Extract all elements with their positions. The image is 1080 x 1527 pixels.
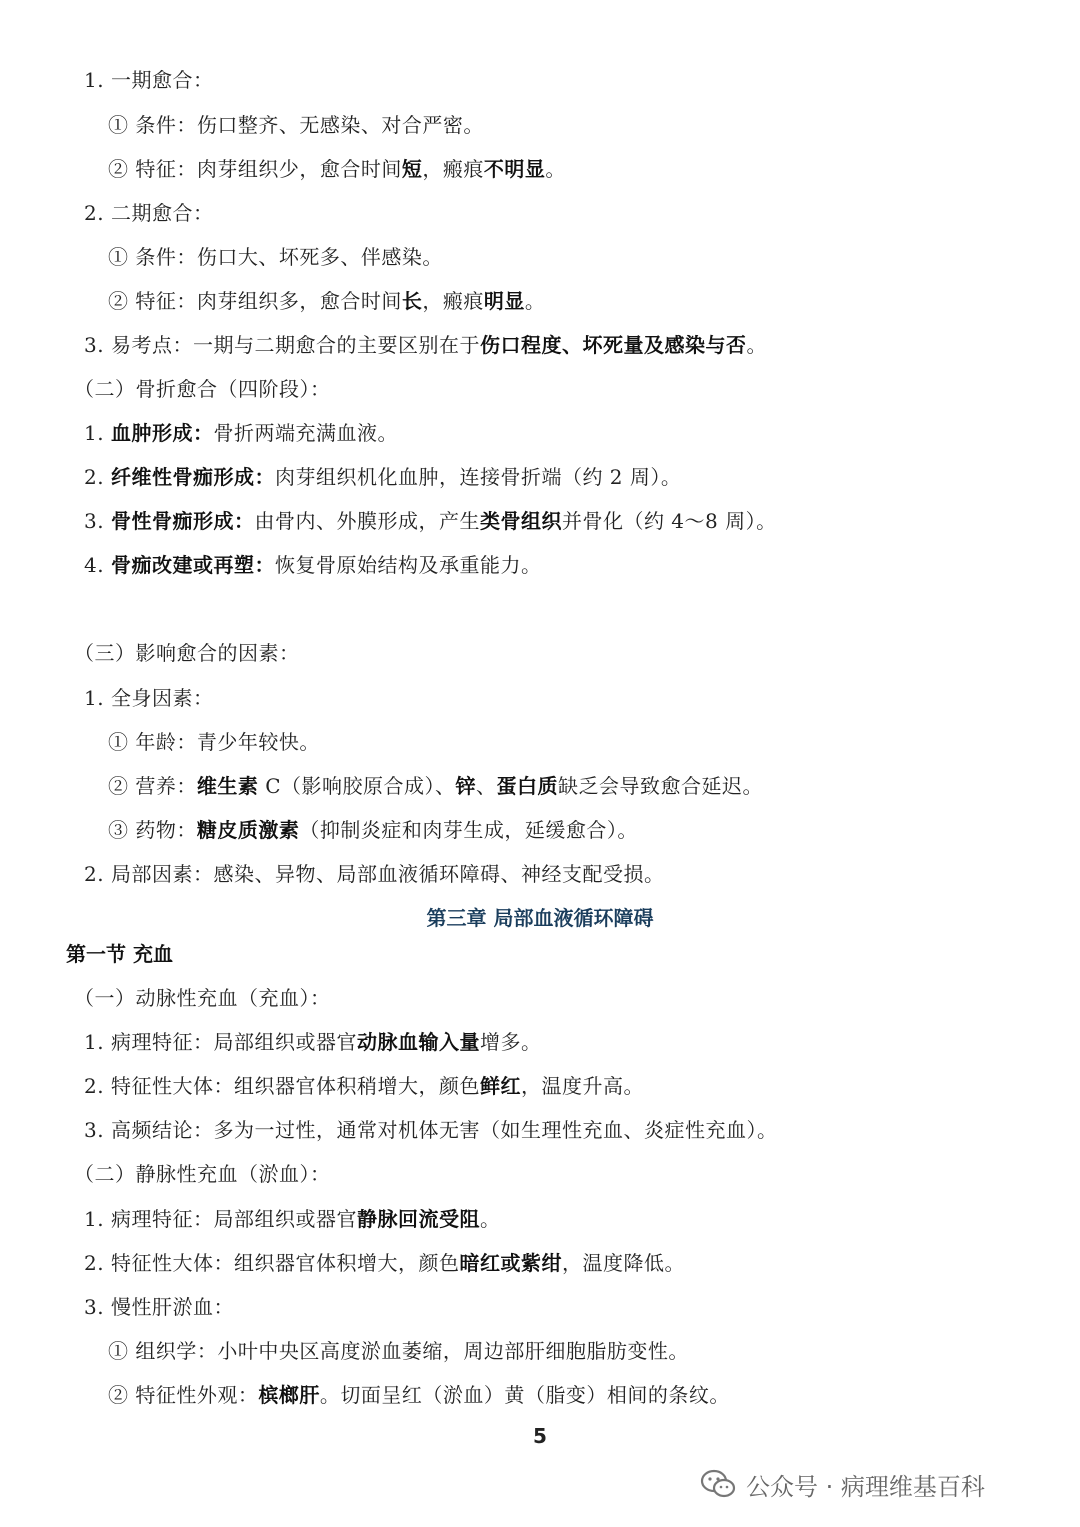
bold-keyword: 暗红或紫绀 [459, 1251, 562, 1275]
text-line [108, 113, 484, 137]
text-segment: ① 条件：伤口大、坏死多、伴感染。 [108, 245, 443, 269]
text-segment: 3. 易考点：一期与二期愈合的主要区别在于 [84, 333, 480, 357]
text-segment: ① 条件：伤口整齐、无感染、对合严密。 [108, 113, 484, 137]
text-segment: 1. 病理特征：局部组织或器官 [84, 1207, 357, 1231]
text-line [84, 1118, 777, 1142]
text-line [84, 421, 398, 445]
text-segment: 2. 特征性大体：组织器官体积稍增大，颜色 [84, 1074, 480, 1098]
text-segment: ② 特征：肉芽组织少，愈合时间 [108, 157, 402, 181]
text-line [74, 986, 331, 1010]
text-segment: 1. 一期愈合： [84, 68, 214, 92]
text-segment: 3. 慢性肝淤血： [84, 1295, 234, 1319]
bold-keyword: 短 [401, 157, 423, 181]
text-line [84, 201, 213, 225]
text-line [84, 862, 664, 886]
text-line [84, 1074, 644, 1098]
text-line [84, 1030, 541, 1054]
bold-keyword: 伤口程度、坏死量及感染与否 [479, 333, 747, 357]
bold-keyword: 鲜红 [479, 1074, 521, 1098]
text-line [108, 730, 320, 754]
page-number: 5 [533, 1424, 547, 1448]
text-segment: 3. 高频结论：多为一过性，通常对机体无害（如生理性充血、炎症性充血）。 [84, 1118, 778, 1142]
text-segment: 缺乏会导致愈合延迟。 [558, 774, 764, 798]
text-segment: 。 [524, 289, 546, 313]
text-line [108, 289, 545, 313]
chapter-title: 第三章 局部血液循环障碍 [426, 906, 654, 930]
text-line [84, 333, 767, 357]
text-segment: 、 [476, 774, 497, 798]
text-line [84, 68, 213, 92]
text-segment: 2. 局部因素：感染、异物、局部血液循环障碍、神经支配受损。 [84, 862, 665, 886]
text-line [108, 774, 763, 798]
bold-keyword: 长 [401, 289, 423, 313]
text-segment: ② 营养： [108, 774, 197, 798]
text-segment: 1. [84, 421, 111, 445]
text-segment: 。 [479, 1207, 501, 1231]
text-line [84, 686, 213, 710]
text-segment: ，温度降低。 [561, 1251, 685, 1275]
text-segment: ，瘢痕 [422, 157, 484, 181]
text-line [74, 377, 331, 401]
bold-keyword: 糖皮质激素 [196, 818, 300, 842]
bold-keyword: 静脉回流受阻 [356, 1207, 480, 1231]
text-segment: 1. 病理特征：局部组织或器官 [84, 1030, 357, 1054]
bold-keyword: 维生素 [196, 774, 259, 798]
text-segment: C（影响胶原合成）、 [258, 774, 456, 798]
wechat-icon [700, 1469, 736, 1499]
text-segment: 并骨化（约 4～8 周）。 [561, 509, 777, 533]
text-line [108, 1339, 689, 1363]
text-segment: （抑制炎症和肉芽生成，延缓愈合）。 [299, 818, 638, 842]
bold-keyword: 锌 [455, 774, 477, 798]
bold-keyword: 不明显 [483, 157, 546, 181]
text-line [74, 641, 300, 665]
text-segment: 。 [545, 157, 566, 181]
text-line [108, 818, 638, 842]
text-line [84, 1295, 234, 1319]
text-line [108, 1383, 730, 1407]
text-segment: 3. [84, 509, 111, 533]
text-segment: 恢复骨原始结构及承重能力。 [274, 553, 542, 577]
text-line [84, 1251, 685, 1275]
bold-keyword: 骨痂改建或再塑： [110, 553, 275, 577]
text-segment: 4. [84, 553, 111, 577]
text-segment: （三）影响愈合的因素： [74, 641, 300, 665]
bold-keyword: 动脉血输入量 [356, 1030, 480, 1054]
text-segment: 肉芽组织机化血肿，连接骨折端（约 2 周）。 [274, 465, 682, 489]
text-line [108, 157, 566, 181]
bold-keyword: 纤维性骨痂形成： [110, 465, 275, 489]
text-segment: 。 [746, 333, 767, 357]
watermark [700, 1466, 985, 1502]
text-segment: ，温度升高。 [520, 1074, 644, 1098]
bold-keyword: 血肿形成： [110, 421, 214, 445]
text-line [84, 465, 681, 489]
text-line [108, 245, 443, 269]
bold-keyword: 槟榔肝 [258, 1383, 320, 1407]
text-line [84, 509, 777, 533]
text-segment: 1. 全身因素： [84, 686, 214, 710]
text-segment: （二）骨折愈合（四阶段）： [74, 377, 331, 401]
text-segment: ，瘢痕 [422, 289, 484, 313]
text-segment: ② 特征性外观： [108, 1383, 259, 1407]
text-segment: 由骨内、外膜形成，产生 [254, 509, 480, 533]
watermark-text: 公众号 · 病理维基百科 [746, 1472, 985, 1501]
text-segment: ① 年龄：青少年较快。 [108, 730, 320, 754]
text-segment: ② 特征：肉芽组织多，愈合时间 [108, 289, 402, 313]
bold-keyword: 类骨组织 [479, 509, 562, 533]
text-segment: ① 组织学：小叶中央区高度淤血萎缩，周边部肝细胞脂肪变性。 [108, 1339, 689, 1363]
text-segment: （二）静脉性充血（淤血）： [74, 1162, 331, 1186]
bold-keyword: 蛋白质 [496, 774, 559, 798]
text-segment: （一）动脉性充血（充血）： [74, 986, 331, 1010]
text-line [84, 1207, 500, 1231]
bold-keyword: 骨性骨痂形成： [110, 509, 255, 533]
section-title: 第一节 充血 [66, 942, 173, 966]
text-segment: 2. 特征性大体：组织器官体积增大，颜色 [84, 1251, 460, 1275]
bold-keyword: 明显 [483, 289, 525, 313]
text-segment: 增多。 [479, 1030, 542, 1054]
text-segment: 骨折两端充满血液。 [213, 421, 398, 445]
text-line [74, 1162, 331, 1186]
text-segment: 。切面呈红（淤血）黄（脂变）相间的条纹。 [319, 1383, 730, 1407]
text-segment: 2. [84, 465, 111, 489]
text-segment: ③ 药物： [108, 818, 197, 842]
text-line [84, 553, 541, 577]
text-segment: 2. 二期愈合： [84, 201, 214, 225]
